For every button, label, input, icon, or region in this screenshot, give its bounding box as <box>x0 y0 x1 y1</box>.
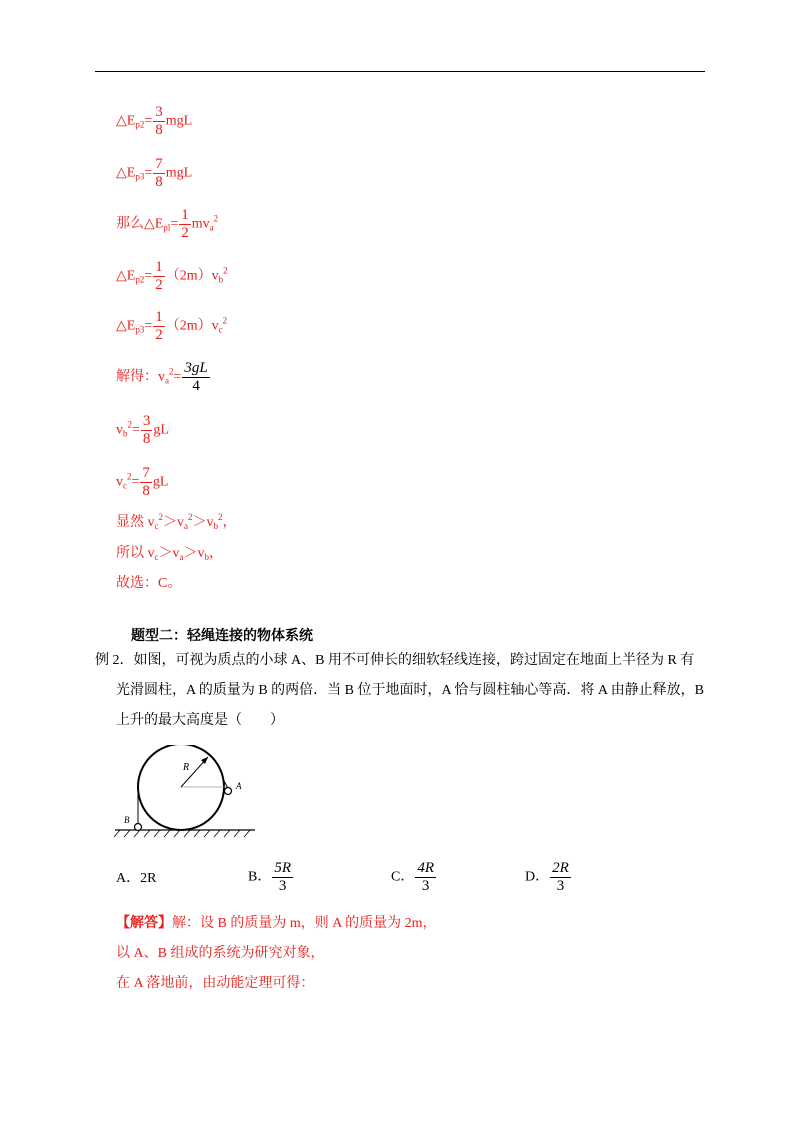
eq-text: △E <box>116 165 136 181</box>
fraction <box>140 465 152 500</box>
numerator: 2R <box>552 860 569 876</box>
eq-sub: p2 <box>135 119 145 130</box>
label-r: R <box>183 762 190 773</box>
option-label: B． <box>248 869 272 885</box>
example2-line1: 例 2．如图，可视为质点的小球 A、B 用不可伸长的细软轻线连接，跨过固定在地面上半径为 R 有 <box>95 653 695 668</box>
eq-text: ＞v <box>158 546 180 561</box>
eq-sub: b <box>204 552 209 562</box>
eq-tail: mgL <box>165 113 193 129</box>
denominator: 8 <box>142 483 150 499</box>
fraction <box>179 207 191 242</box>
fraction <box>141 413 153 448</box>
numerator: 1 <box>155 309 163 325</box>
section-title: 题型二：轻绳连接的物体系统 <box>131 629 313 644</box>
eq-sup: 2 <box>188 512 193 522</box>
eq-obvious <box>116 514 237 532</box>
denominator: 3 <box>556 878 565 894</box>
eq-sup: 2 <box>218 512 223 522</box>
ball-b <box>135 824 142 831</box>
eq-sup: 2 <box>223 265 228 276</box>
numerator: 3 <box>142 413 151 429</box>
eq-sub: a <box>179 552 184 562</box>
eq-solve-va <box>116 360 211 395</box>
fraction <box>182 360 209 395</box>
example2-line3: 上升的最大高度是（ ） <box>116 713 284 728</box>
denominator: 8 <box>155 174 163 190</box>
eq-sub: c <box>218 324 223 335</box>
eq-sub: p2 <box>135 274 145 285</box>
eq-tail: （2m）v <box>165 318 219 334</box>
example2-text <box>95 646 707 736</box>
cylinder-figure <box>110 745 260 840</box>
numerator: 1 <box>181 207 189 223</box>
eq-sub: b <box>218 274 224 285</box>
eq-ep2 <box>116 104 192 139</box>
eq-sub: p3 <box>135 171 145 182</box>
solution-text: 解：设 B 的质量为 m，则 A 的质量为 2m， <box>172 916 437 931</box>
label-b: B <box>124 815 130 825</box>
eq-vc2 <box>116 465 168 500</box>
cylinder-circle <box>138 745 224 830</box>
fraction <box>550 860 571 895</box>
eq-text: 解得：v <box>116 369 165 385</box>
eq-sign: = <box>170 216 179 232</box>
label-a: A <box>236 781 242 791</box>
option-c <box>391 860 437 895</box>
eq-tail: mv <box>191 216 210 232</box>
eq-sub: b <box>213 521 218 531</box>
denominator: 2 <box>155 277 163 293</box>
option-a <box>116 870 156 888</box>
denominator: 2 <box>181 225 189 241</box>
eq-sup: 2 <box>213 213 219 224</box>
eq-text: △E <box>116 268 136 284</box>
eq-text: △E <box>116 318 136 334</box>
eq-sign: = <box>144 318 153 334</box>
eq-text: v <box>116 474 123 490</box>
eq-sign: = <box>144 113 153 129</box>
denominator: 3 <box>421 878 430 894</box>
solution2-line1 <box>116 915 436 933</box>
numerator: 5R <box>274 860 292 876</box>
fraction <box>153 259 165 294</box>
eq-text: 显然 v <box>116 515 155 530</box>
eq-tail: gL <box>153 422 169 438</box>
eq-text: ＞v <box>183 546 205 561</box>
eq-sub: p3 <box>135 324 145 335</box>
eq-tail: gL <box>152 474 169 490</box>
eq-ep2-vb <box>116 259 228 294</box>
numerator: 7 <box>155 156 163 172</box>
eq-text: ， <box>209 546 223 561</box>
eq-sign: = <box>131 474 140 490</box>
numerator: 3gL <box>184 360 208 376</box>
example2-line2: 光滑圆柱，A 的质量为 B 的两倍．当 B 位于地面时，A 恰与圆柱轴心等高．将 A 由静止释放，B <box>116 683 705 698</box>
solution2-line3: 在 A 落地前，由动能定理可得： <box>116 976 315 991</box>
eq-tail: （2m）v <box>165 268 219 284</box>
eq-sub: c <box>123 480 127 491</box>
ball-a <box>225 788 232 795</box>
option-d <box>525 860 572 895</box>
eq-sup: 2 <box>158 512 163 522</box>
fraction <box>153 309 165 344</box>
solution-tag: 【解答】 <box>116 916 172 931</box>
eq-text: ＞v <box>192 515 214 530</box>
eq-sign: = <box>173 369 182 385</box>
answer-line: 故选：C。 <box>116 576 182 591</box>
eq-sub: pl <box>163 222 171 233</box>
eq-sub: a <box>184 521 188 531</box>
header-rule <box>95 71 705 72</box>
eq-so <box>116 545 223 563</box>
eq-text: △E <box>116 113 136 129</box>
eq-sup: 2 <box>127 471 132 482</box>
numerator: 4R <box>417 860 435 876</box>
numerator: 3 <box>155 104 163 120</box>
option-value: 2R <box>140 871 157 886</box>
eq-tail: mgL <box>165 165 193 181</box>
eq-text: v <box>116 422 123 438</box>
eq-sub: c <box>154 552 159 562</box>
eq-sign: = <box>144 165 153 181</box>
option-label: C． <box>391 869 415 885</box>
solution2-line2: 以 A、B 组成的系统为研究对象， <box>116 946 325 961</box>
eq-sub: b <box>123 428 128 439</box>
denominator: 4 <box>192 378 200 394</box>
eq-ep3-vc <box>116 309 227 344</box>
eq-text: ， <box>222 515 237 530</box>
denominator: 2 <box>155 327 163 343</box>
eq-text: 那么△E <box>116 216 164 232</box>
eq-sub: c <box>154 521 159 531</box>
fraction <box>153 156 165 191</box>
numerator: 1 <box>155 259 163 275</box>
denominator: 8 <box>142 431 151 447</box>
eq-sup: 2 <box>127 419 132 430</box>
eq-vb2 <box>116 413 169 448</box>
eq-sup: 2 <box>169 366 174 377</box>
denominator: 3 <box>278 878 287 894</box>
fraction <box>415 860 436 895</box>
option-label: D． <box>525 869 550 885</box>
eq-text: 所以 v <box>116 546 155 561</box>
option-b <box>248 860 294 895</box>
eq-sign: = <box>132 422 140 438</box>
option-label: A． <box>116 871 141 886</box>
eq-ep3 <box>116 156 192 191</box>
eq-sub: a <box>209 222 214 233</box>
eq-sup: 2 <box>222 315 228 326</box>
ground-hatching <box>114 830 250 837</box>
eq-sign: = <box>144 268 153 284</box>
eq-text: ＞v <box>163 515 184 530</box>
fraction <box>153 104 165 139</box>
eq-ep1-va <box>116 207 218 242</box>
denominator: 8 <box>155 122 163 138</box>
fraction <box>272 860 293 895</box>
eq-sub: a <box>165 375 169 386</box>
numerator: 7 <box>142 465 150 481</box>
